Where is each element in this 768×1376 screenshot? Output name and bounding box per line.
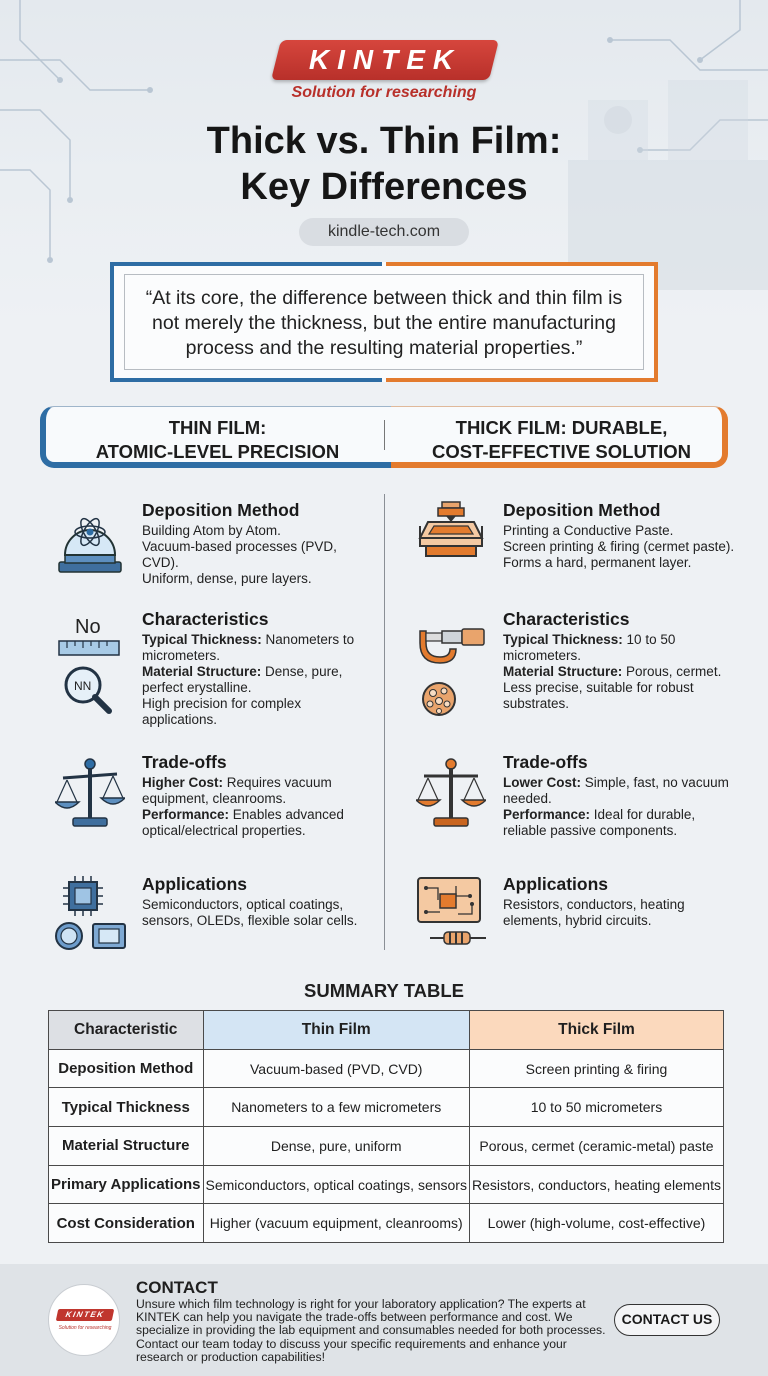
quote-text: “At its core, the difference between thick and thin film is not merely the thickness, but the entire manufacturing process and the resulting material properties.” (145, 287, 623, 359)
thick-applications-title: Applications (503, 874, 609, 894)
thin-deposition-title: Deposition Method (142, 500, 300, 520)
table-cell: Cost Consideration (49, 1204, 204, 1243)
balance-scale-icon (416, 752, 486, 830)
thin-tradeoffs-title: Trade-offs (142, 752, 227, 772)
svg-text:No: No (75, 616, 101, 638)
thin-applications-text: Semiconductors, optical coatings, sensors, OLEDs, flexible solar cells. (142, 897, 358, 928)
thin-characteristics-text: Typical Thickness: Nanometers to micrometers. Material Structure: Dense, pure, perfect erystalline. High precision for complex applications. (142, 632, 355, 727)
table-cell: Nanometers to a few micrometers (203, 1088, 469, 1127)
ruler-magnifier-icon (55, 609, 125, 719)
table-cell: Typical Thickness (49, 1088, 204, 1127)
table-cell: 10 to 50 micrometers (469, 1088, 723, 1127)
table-cell: Material Structure (49, 1127, 204, 1166)
micrometer-porous-icon (416, 609, 488, 717)
column-header: Characteristic (49, 1011, 204, 1050)
balance-scale-icon (55, 752, 125, 830)
svg-text:NN: NN (74, 679, 92, 693)
page-title (0, 118, 768, 210)
table-header-row (49, 1011, 724, 1050)
chip-lens-icon (55, 874, 131, 952)
footer-logo: KINTEK Solution for researching (48, 1284, 120, 1356)
contact-title: CONTACT (136, 1278, 218, 1297)
table-row (49, 1165, 724, 1204)
circuit-board-resistor-icon (416, 874, 488, 952)
brand-logo: KINTEK (271, 40, 499, 80)
contact-us-button[interactable]: CONTACT US (614, 1304, 720, 1336)
contact-text: Unsure which film technology is right for your laboratory application? The experts at KINTEK can help you navigate the trade-offs between performance and cost. We specialize in providing the lab equipment and consumables needed for both processes. Contact our team today to discuss your specific requirements and enhance your research or production capabilities! (136, 1297, 606, 1364)
contact-footer (0, 1264, 768, 1376)
table-row (49, 1049, 724, 1088)
thick-deposition-title: Deposition Method (503, 500, 661, 520)
thick-characteristics-title: Characteristics (503, 609, 630, 629)
table-cell: Semiconductors, optical coatings, sensors (203, 1165, 469, 1204)
table-row (49, 1204, 724, 1243)
website-badge[interactable]: kindle-tech.com (299, 218, 469, 246)
screen-printer-icon (416, 500, 486, 564)
column-divider (384, 494, 385, 950)
quote-box (110, 262, 658, 382)
thin-deposition-text: Building Atom by Atom. Vacuum-based processes (PVD, CVD). Uniform, dense, pure layers. (142, 523, 337, 586)
thin-film-heading: THIN FILM: ATOMIC-LEVEL PRECISION (95, 417, 340, 462)
thick-characteristics-text: Typical Thickness: 10 to 50 micrometers. Material Structure: Porous, cermet. Less precise, suitable for robust substrates. (503, 632, 722, 711)
thick-deposition-text: Printing a Conductive Paste. Screen printing & firing (cermet paste). Forms a hard, permanent layer. (503, 523, 735, 570)
table-cell: Vacuum-based (PVD, CVD) (203, 1049, 469, 1088)
table-cell: Primary Applications (49, 1165, 204, 1204)
column-headers (40, 406, 728, 468)
table-cell: Lower (high-volume, cost-effective) (469, 1204, 723, 1243)
thin-characteristics-title: Characteristics (142, 609, 269, 629)
atom-dome-icon (55, 500, 125, 574)
table-row (49, 1088, 724, 1127)
table-cell: Dense, pure, uniform (203, 1127, 469, 1166)
thick-tradeoffs-text: Lower Cost: Simple, fast, no vacuum needed. Performance: Ideal for durable, reliable passive components. (503, 775, 729, 838)
table-cell: Deposition Method (49, 1049, 204, 1088)
title-line-2: Key Differences (240, 166, 528, 208)
thick-applications-text: Resistors, conductors, heating elements, hybrid circuits. (503, 897, 685, 928)
thin-applications-title: Applications (142, 874, 248, 894)
summary-table-title: SUMMARY TABLE (304, 980, 464, 1001)
table-cell: Porous, cermet (ceramic-metal) paste (469, 1127, 723, 1166)
table-cell: Resistors, conductors, heating elements (469, 1165, 723, 1204)
brand-tagline: Solution for researching (291, 84, 477, 101)
thick-film-heading: THICK FILM: DURABLE, COST-EFFECTIVE SOLUTION (431, 417, 691, 462)
thin-tradeoffs-text: Higher Cost: Requires vacuum equipment, cleanrooms. Performance: Enables advanced optical/electrical properties. (142, 775, 344, 838)
thick-tradeoffs-title: Trade-offs (503, 752, 588, 772)
table-cell: Screen printing & firing (469, 1049, 723, 1088)
title-line-1: Thick vs. Thin Film: (206, 120, 562, 162)
column-header: Thin Film (203, 1011, 469, 1050)
table-cell: Higher (vacuum equipment, cleanrooms) (203, 1204, 469, 1243)
summary-table (48, 1010, 724, 1243)
table-row (49, 1127, 724, 1166)
column-header: Thick Film (469, 1011, 723, 1050)
